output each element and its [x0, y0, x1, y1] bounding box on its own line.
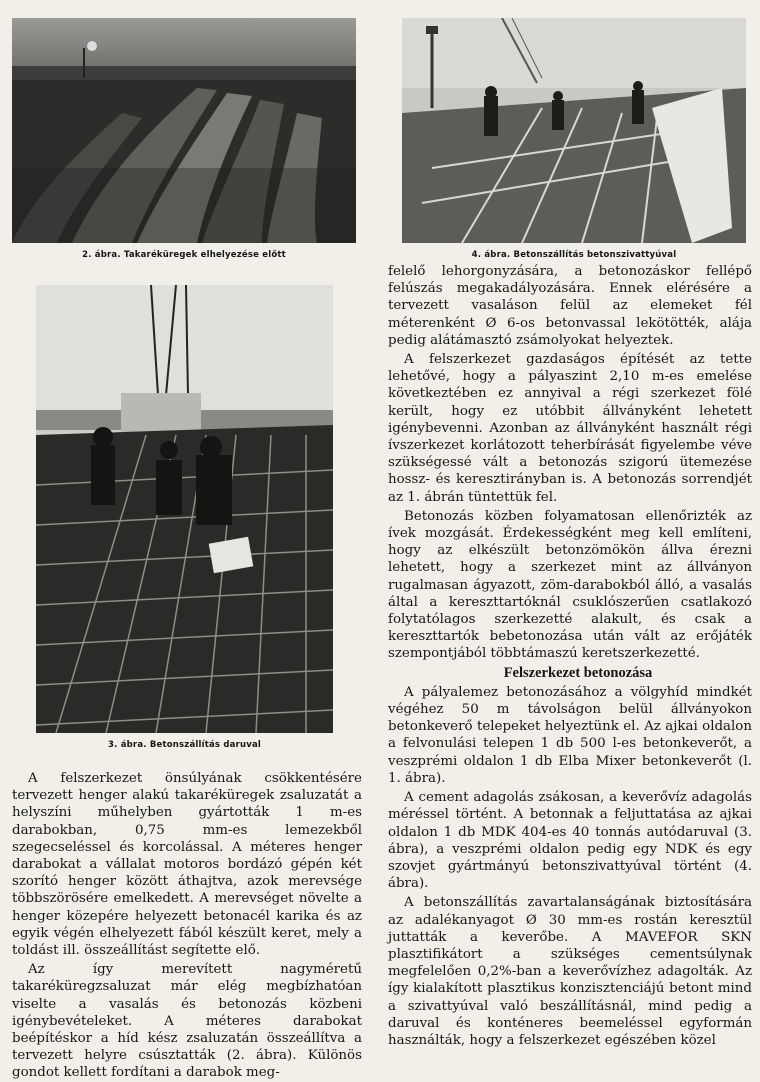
figure-2-caption: 2. ábra. Takaréküregek elhelyezése előtt [82, 250, 286, 260]
paragraph: Az így merevített nagyméretű takaréküregzsaluzat már elég megbízhatóan viselte a vasalás és betonozás közbeni igénybevételeket. A méteres darabokat beépítéskor a híd kész zsaluzatán összeállítva a tervezett helyre csúsztatták (2. ábra). Különös gondot kellett fordítani a darabok meg- [12, 962, 362, 1081]
figure-4-caption: 4. ábra. Betonszállítás betonszivattyúval [471, 250, 677, 260]
paragraph: Betonozás közben folyamatosan ellenőrizték az ívek mozgását. Érdekességként meg kell említeni, hogy az elkészült betonzömökön állva érezni lehetett, hogy a szerkezet mint az állványon rugalmasan ágyazott, zöm-darabokból álló, a vasalás által a kereszttartóknál csuklószerűen csatlakozó folytatólagos szerkezetté alakult, és csak a kereszttartók bebetonozása után vált az erőjáték szempontjából többtámaszú keretszerkezetté. [388, 508, 752, 662]
paragraph: A pályalemez betonozásához a völgyhíd mindkét végéhez 50 m távolságon belül állványokon betonkeverő telepeket helyeztünk el. Az ajkai oldalon a felvonulási telepen 1 db 500 l-es betonkeverőt, a veszprémi oldalon 1 db Elba Mixer betonkeverőt (l. 1. ábra). [388, 684, 752, 786]
figure-2-photo [12, 18, 356, 243]
left-column [12, 770, 362, 1082]
section-heading: Felszerkezet betonozása [503, 664, 653, 681]
paragraph: A felszerkezet gazdaságos építését az tette lehetővé, hogy a pályaszint 2,10 m-es emelése következtében ez annyival a régi szerkezet fölé került, hogy ez utóbbit állványként lehetett igénybevenni. Azonban az állványként használt régi ívszerkezet korlátozott teherbírását figyelembe véve szükségessé vált a betonozás szigorú ütemezése hossz- és keresztirányban is. A betonozás sorrendjét az 1. ábrán tüntettük fel. [388, 352, 752, 505]
figure-3-caption: 3. ábra. Betonszállítás daruval [108, 740, 261, 750]
paragraph: A felszerkezet önsúlyának csökkentésére tervezett henger alakú takaréküregek zsaluzatát a helyszíni műhelyben gyártották 1 m-es darabokban, 0,75 mm-es lemezekből szegecseléssel és korcolással. A méteres henger darabokat a vállalat motoros bordázó gépén két szorító henger között áthajtva, azok merevsége többszörösére emelkedett. A merevséget növelte a henger közepére helyezett betonacél karika és az egyik végén elhelyezett fából készült keret, mely a toldást ill. összeállítást segítette elő. [12, 771, 362, 959]
paragraph: A cement adagolás zsákosan, a keverővíz adagolás méréssel történt. A betonnak a feljuttatása az ajkai oldalon 1 db MDK 404-es 40 tonnás autódaruval (3. ábra), a veszprémi oldalon pedig egy NDK és egy szovjet gyártmányú betonszivattyúval történt (4. ábra). [388, 790, 752, 892]
figure-3-photo [36, 285, 333, 733]
figure-4-photo [402, 18, 746, 243]
paragraph: A betonszállítás zavartalanságának biztosítására az adalékanyagot Ø 30 mm-es rostán keresztül juttatták a keverőbe. A MAVEFOR SKN plasztifikátort a szükséges cementsúlynak megfelelően 0,2%-ban a keverővízhez adagolták. Az így kialakított plasztikus konzisztenciájú betont mind a szivattyúval való beszállításnál, mind pedig a daruval és konténeres beemeléssel egyformán használták, hogy a felszerkezet egészében közel [388, 895, 752, 1048]
paragraph: felelő lehorgonyzására, a betonozáskor fellépő felúszás megakadályozására. Ennek elérésére a tervezett vasaláson felül az elemeket fél méterenként Ø 6-os betonvassal lekötötték, alája pedig alátámasztó zsámolyokat helyeztek. [388, 264, 752, 348]
right-column [388, 263, 752, 1049]
